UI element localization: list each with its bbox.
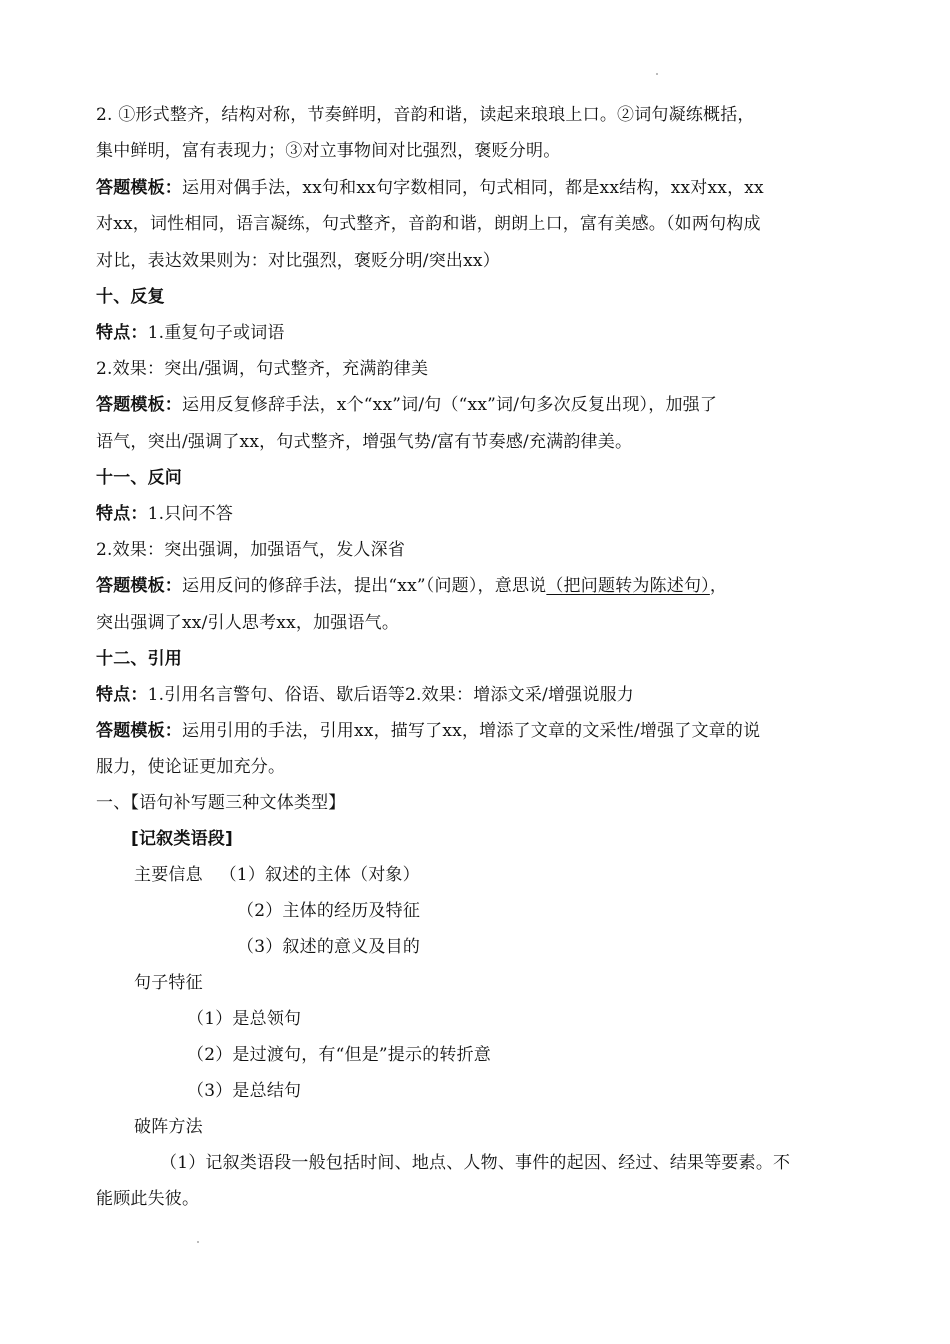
text-line: 2.效果：突出强调，加强语气，发人深省 bbox=[96, 540, 406, 560]
answer-template-line: 答题模板：运用引用的手法，引用xx，描写了xx，增添了文章的文采性/增强了文章的说 bbox=[96, 721, 761, 741]
scan-dot bbox=[656, 73, 658, 75]
answer-template-line: 答题模板：运用反问的修辞手法，提出“xx”（问题），意思说（把问题转为陈述句）， bbox=[96, 576, 728, 596]
section-heading: 十一、反问 bbox=[96, 468, 182, 488]
text-line: 突出强调了xx/引人思考xx，加强语气。 bbox=[96, 613, 400, 633]
answer-template-line: 答题模板：运用对偶手法，xx句和xx句字数相同，句式相同，都是xx结构，xx对xx，xx bbox=[96, 178, 764, 198]
feature-line: 特点：1.只问不答 bbox=[96, 504, 234, 524]
text-line: （3）是总结句 bbox=[187, 1081, 302, 1101]
text-line: 服力，使论证更加充分。 bbox=[96, 757, 286, 777]
text-line: 对xx，词性相同，语言凝练，句式整齐，音韵和谐，朗朗上口，富有美感。（如两句构成 bbox=[96, 214, 761, 234]
text-line: （1）是总领句 bbox=[187, 1009, 302, 1029]
text-line: 2.效果：突出/强调，句式整齐，充满韵律美 bbox=[96, 359, 429, 379]
feature-label: 特点： bbox=[96, 504, 148, 524]
text-line: 2. ①形式整齐，结构对称，节奏鲜明，音韵和谐，读起来琅琅上口。②词句凝练概括， bbox=[96, 105, 755, 125]
answer-template-label: 答题模板： bbox=[96, 576, 182, 596]
text-line: 能顾此失彼。 bbox=[96, 1189, 200, 1209]
text-line: （3）叙述的意义及目的 bbox=[237, 937, 421, 957]
text-line: 主要信息 （1）叙述的主体（对象） bbox=[134, 865, 420, 885]
answer-template-line: 答题模板：运用反复修辞手法，x个“xx”词/句（“xx”词/句多次反复出现），加强了 bbox=[96, 395, 718, 415]
text-line: （2）主体的经历及特征 bbox=[237, 901, 421, 921]
text-line: 句子特征 bbox=[134, 973, 203, 993]
feature-line: 特点：1.重复句子或词语 bbox=[96, 323, 285, 343]
text-line: 集中鲜明，富有表现力；③对立事物间对比强烈，褒贬分明。 bbox=[96, 141, 561, 161]
subsection-heading: [记叙类语段] bbox=[131, 829, 233, 849]
section-heading: 十、反复 bbox=[96, 287, 165, 307]
part-heading: 一、【语句补写题三种文体类型】 bbox=[96, 793, 346, 813]
section-heading: 十二、引用 bbox=[96, 649, 182, 669]
text-line: 破阵方法 bbox=[134, 1117, 203, 1137]
answer-template-label: 答题模板： bbox=[96, 178, 182, 198]
feature-label: 特点： bbox=[96, 323, 148, 343]
answer-template-label: 答题模板： bbox=[96, 721, 182, 741]
scan-dot bbox=[197, 1241, 199, 1243]
text-line: 对比，表达效果则为：对比强烈，褒贬分明/突出xx） bbox=[96, 251, 500, 271]
text-line: （2）是过渡句，有“但是”提示的转折意 bbox=[187, 1045, 491, 1065]
feature-label: 特点： bbox=[96, 685, 148, 705]
text-line: （1）记叙类语段一般包括时间、地点、人物、事件的起因、经过、结果等要素。不 bbox=[160, 1153, 791, 1173]
answer-template-label: 答题模板： bbox=[96, 395, 182, 415]
text-line: 语气，突出/强调了xx，句式整齐，增强气势/富有节奏感/充满韵律美。 bbox=[96, 432, 633, 452]
underlined-hint: （把问题转为陈述句） bbox=[546, 576, 710, 596]
feature-line: 特点：1.引用名言警句、俗语、歇后语等2.效果：增添文采/增强说服力 bbox=[96, 685, 634, 705]
